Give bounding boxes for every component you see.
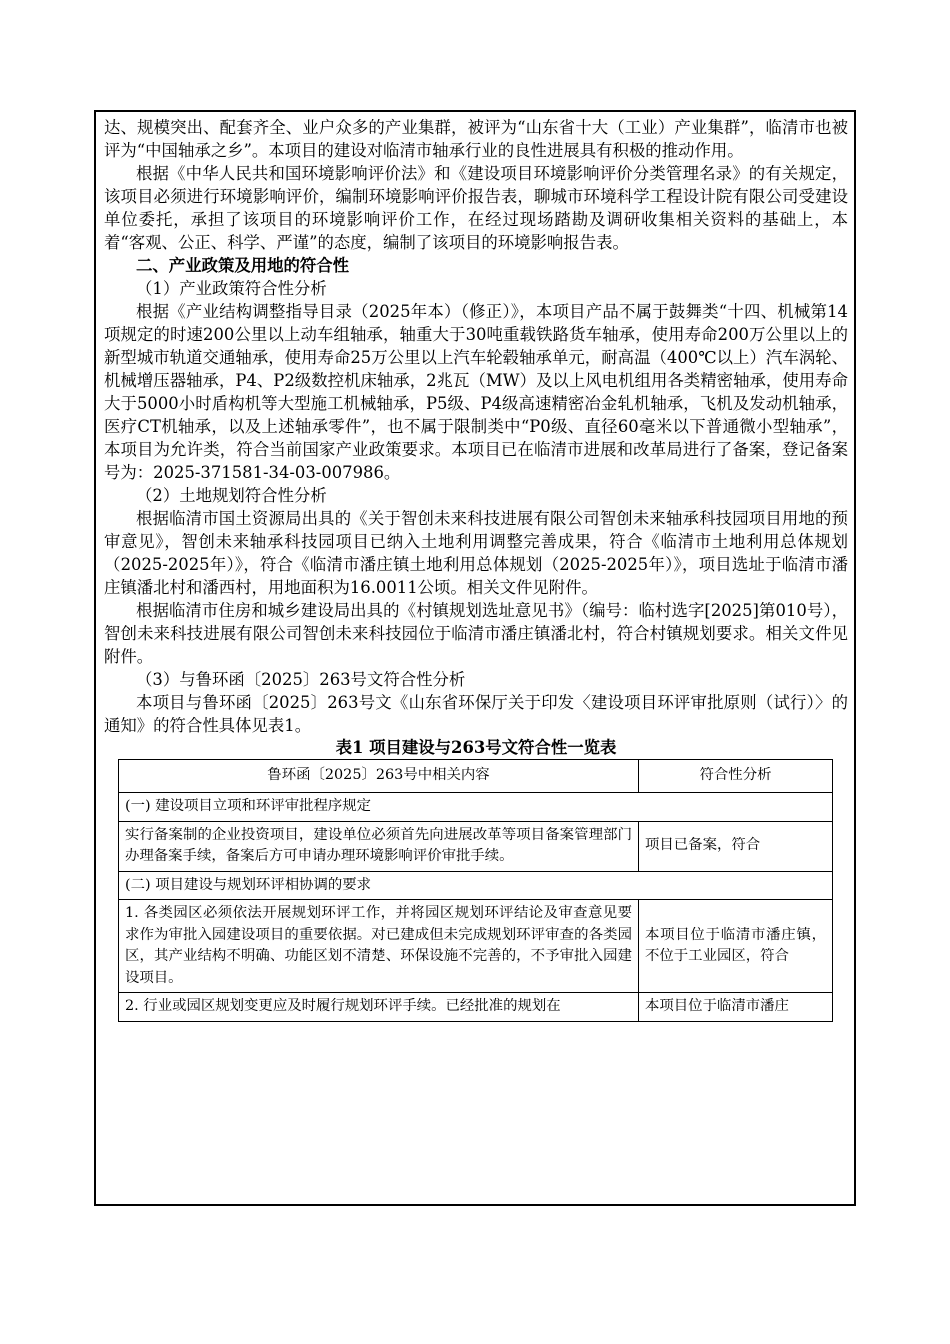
table-header-row (119, 760, 833, 793)
section-cell: (一) 建设项目立项和环评审批程序规定 (119, 793, 833, 822)
content-cell: 1. 各类园区必须依法开展规划环评工作，并将园区规划环评结论及审查意见要求作为审批入园建设项目的重要依据。对已建成但未完成规划环评审查的各类园区，其产业结构不明确、功能区划不清楚、环保设施不完善的，不予审批入园建设项目。 (119, 900, 639, 993)
subsection-heading: （3）与鲁环函〔2025〕263号文符合性分析 (136, 670, 466, 689)
paragraph: 根据临清市住房和城乡建设局出具的《村镇规划选址意见书》（编号：临村选字[2025]第010号），智创未来科技进展有限公司智创未来科技园位于临清市潘庄镇潘北村，符合村镇规划要求。相关文件见附件。 (104, 601, 848, 666)
section-cell: (二) 项目建设与规划环评相协调的要求 (119, 871, 833, 900)
content-cell: 2. 行业或园区规划变更应及时履行规划环评手续。已经批准的规划在 (119, 993, 639, 1022)
table-section-row (119, 871, 833, 900)
section-heading: 二、产业政策及用地的符合性 (136, 256, 350, 275)
compliance-table (118, 759, 833, 1022)
header-cell: 鲁环函〔2025〕263号中相关内容 (119, 760, 639, 793)
table-section-row (119, 793, 833, 822)
paragraph: 本项目与鲁环函〔2025〕263号文《山东省环保厅关于印发〈建设项目环评审批原则（试行）〉的通知》的符合性具体见表1。 (104, 693, 848, 735)
paragraph: 达、规模突出、配套齐全、业户众多的产业集群，被评为“山东省十大（工业）产业集群”，临清市也被评为“中国轴承之乡”。本项目的建设对临清市轴承行业的良性进展具有积极的推动作用。 (104, 118, 848, 160)
document-body (104, 116, 848, 1022)
header-cell: 符合性分析 (639, 760, 833, 793)
paragraph: 根据临清市国土资源局出具的《关于智创未来科技进展有限公司智创未来轴承科技园项目用地的预审意见》，智创未来轴承科技园项目已纳入土地利用调整完善成果，符合《临清市土地利用总体规划（2025-2025年）》，符合《临清市潘庄镇土地利用总体规划（2025-2025年）》，项目选址于临清市潘庄镇潘北村和潘西村，用地面积为16.0011公顷。相关文件见附件。 (104, 509, 848, 597)
paragraph: 根据《产业结构调整指导目录（2025年本）（修正）》，本项目产品不属于鼓舞类“十四、机械第14项规定的时速200公里以上动车组轴承，轴重大于30吨重载铁路货车轴承，使用寿命200万公里以上的新型城市轨道交通轴承，使用寿命25万公里以上汽车轮毂轴承单元，耐高温（400℃以上）汽车涡轮、机械增压器轴承，P4、P2级数控机床轴承，2兆瓦（MW）及以上风电机组用各类精密轴承，使用寿命大于5000小时盾构机等大型施工机械轴承，P5级、P4级高速精密冶金轧机轴承，飞机及发动机轴承，医疗CT机轴承，以及上述轴承零件”，也不属于限制类中“P0级、直径60毫米以下普通微小型轴承”，本项目为允许类，符合当前国家产业政策要求。本项目已在临清市进展和改革局进行了备案，登记备案号为：2025-371581-34-03-007986。 (104, 302, 848, 482)
analysis-cell: 本项目位于临清市潘庄 (639, 993, 833, 1022)
table-row (119, 900, 833, 993)
paragraph: 根据《中华人民共和国环境影响评价法》和《建设项目环境影响评价分类管理名录》的有关规定，该项目必须进行环境影响评价，编制环境影响评价报告表，聊城市环境科学工程设计院有限公司受建设单位委托，承担了该项目的环境影响评价工作，在经过现场踏勘及调研收集相关资料的基础上，本着“客观、公正、科学、严谨”的态度，编制了该项目的环境影响报告表。 (104, 164, 848, 252)
content-cell: 实行备案制的企业投资项目，建设单位必须首先向进展改革等项目备案管理部门办理备案手续，备案后方可申请办理环境影响评价审批手续。 (119, 821, 639, 871)
subsection-heading: （1）产业政策符合性分析 (136, 279, 327, 298)
subsection-heading: （2）土地规划符合性分析 (136, 486, 327, 505)
table-row (119, 821, 833, 871)
page-frame (94, 110, 856, 1206)
analysis-cell: 本项目位于临清市潘庄镇，不位于工业园区，符合 (639, 900, 833, 993)
analysis-cell: 项目已备案，符合 (639, 821, 833, 871)
table-caption: 表1 项目建设与263号文符合性一览表 (335, 738, 617, 757)
table-row (119, 993, 833, 1022)
